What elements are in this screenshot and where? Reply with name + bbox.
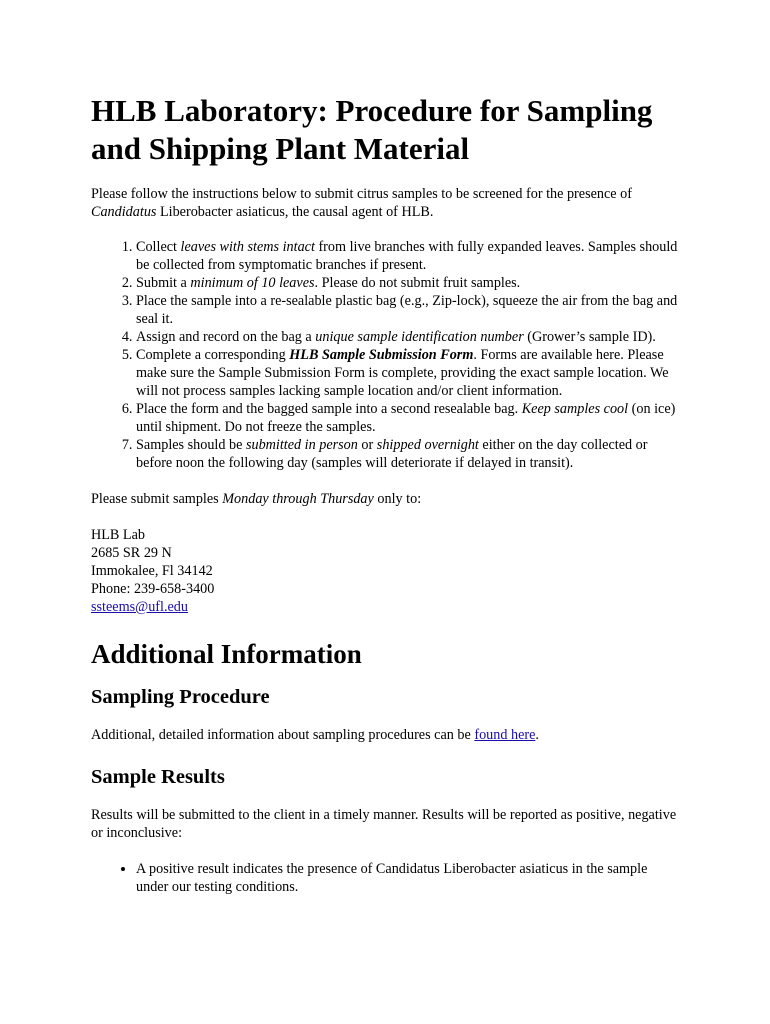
sampling-procedure-heading: Sampling Procedure xyxy=(91,686,270,708)
submit-days-paragraph xyxy=(91,490,681,508)
step-item xyxy=(136,328,681,346)
step-text: from live branches with fully expanded leaves. Samples should be collected from symptomatic branches if present. xyxy=(136,239,678,273)
step-emphasis: submitted in person xyxy=(245,437,358,453)
step-item xyxy=(136,400,681,436)
step-emphasis: leaves with stems intact xyxy=(180,239,315,255)
submit-days-text: Please submit samples xyxy=(91,491,223,507)
procedure-steps xyxy=(91,238,681,472)
step-text: Collect xyxy=(136,239,181,255)
step-text: (Grower’s sample ID). xyxy=(523,329,656,345)
step-text: Submit a xyxy=(136,275,191,291)
lab-address xyxy=(91,526,681,616)
step-emphasis-bold: HLB Sample Submission Form xyxy=(289,347,474,363)
step-text: . Please do not submit fruit samples. xyxy=(314,275,521,291)
address-street: 2685 SR 29 N xyxy=(91,545,172,561)
intro-text-end: Liberobacter asiaticus, the causal agent of HLB. xyxy=(156,204,434,220)
address-city: Immokalee, Fl 34142 xyxy=(91,563,213,579)
step-text: (on ice) until shipment. Do not freeze the samples. xyxy=(136,401,676,435)
step-item xyxy=(136,292,681,328)
step-text: Complete a corresponding xyxy=(136,347,290,363)
step-emphasis: unique sample identification number xyxy=(315,329,524,345)
step-item xyxy=(136,436,681,472)
step-emphasis: shipped overnight xyxy=(376,437,479,453)
sampling-paragraph xyxy=(91,726,681,744)
list-item: • A positive result indicates the presence of Candidatus Liberobacter asiaticus in the sample under our testing conditions. xyxy=(136,860,681,896)
step-item xyxy=(136,238,681,274)
email-link[interactable]: ssteems@ufl.edu xyxy=(91,599,188,615)
address-name: HLB Lab xyxy=(91,527,145,543)
document-content xyxy=(91,92,681,896)
submit-days-text-end: only to: xyxy=(373,491,422,507)
step-text: Place the form and the bagged sample into a second resealable bag. xyxy=(136,401,522,417)
sample-results-heading: Sample Results xyxy=(91,766,225,788)
sampling-text-end: . xyxy=(535,727,539,743)
step-text: or xyxy=(357,437,377,453)
intro-text: Please follow the instructions below to submit citrus samples to be screened for the presence of xyxy=(91,186,632,202)
results-paragraph: Results will be submitted to the client in a timely manner. Results will be reported as positive, negative or inconclusive: xyxy=(91,807,677,841)
additional-info-heading: Additional Information xyxy=(91,639,362,669)
intro-italic: Candidatus xyxy=(91,204,157,220)
step-emphasis: minimum of 10 leaves xyxy=(190,275,315,291)
step-text: Assign and record on the bag a xyxy=(136,329,316,345)
found-here-link[interactable]: found here xyxy=(474,727,536,743)
submit-days-italic: Monday through Thursday xyxy=(222,491,374,507)
step-text: . Forms are available here. Please make sure the Sample Submission Form is complete, providing the exact sample location. We will not process samples lacking sample location and/or client information. xyxy=(136,347,669,399)
results-bullets xyxy=(91,860,681,896)
sampling-text: Additional, detailed information about sampling procedures can be xyxy=(91,727,475,743)
step-text: either on the day collected or before noon the following day (samples will deteriorate if delayed in transit). xyxy=(136,437,648,471)
step-text: Place the sample into a re-sealable plastic bag (e.g., Zip-lock), squeeze the air from the bag and seal it. xyxy=(136,293,678,327)
step-item xyxy=(136,274,681,292)
step-emphasis: Keep samples cool xyxy=(521,401,629,417)
intro-paragraph xyxy=(91,185,681,221)
step-text: Samples should be xyxy=(136,437,246,453)
step-item xyxy=(136,346,681,400)
address-phone: Phone: 239-658-3400 xyxy=(91,581,215,597)
page-title: HLB Laboratory: Procedure for Sampling and Shipping Plant Material xyxy=(91,93,653,166)
